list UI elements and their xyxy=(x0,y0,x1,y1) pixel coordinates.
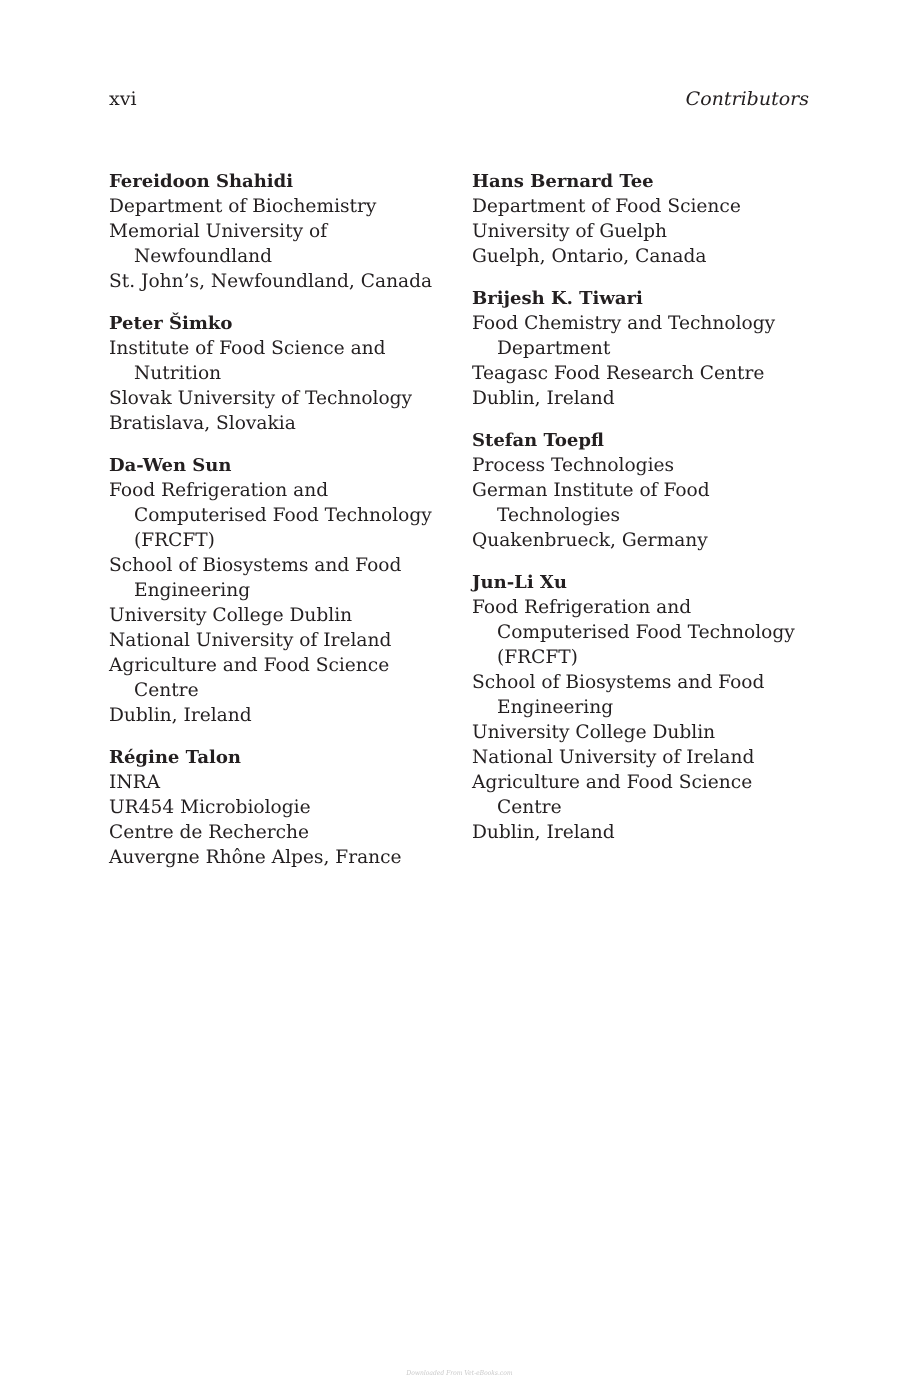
contributor-entry xyxy=(109,745,449,870)
affiliation-line: German Institute of Food xyxy=(472,480,710,501)
affiliation-line: Institute of Food Science and xyxy=(109,338,386,359)
affiliation-line: INRA xyxy=(109,772,161,793)
affiliation-line: Computerised Food Technology xyxy=(497,622,795,643)
affiliation-line: School of Biosystems and Food xyxy=(472,672,765,693)
affiliation-line: Dublin, Ireland xyxy=(472,822,615,843)
affiliation-line: University of Guelph xyxy=(472,221,668,242)
affiliation-line: Technologies xyxy=(497,505,621,526)
contributors-column-right xyxy=(472,169,812,862)
contributor-name: Brijesh K. Tiwari xyxy=(472,288,643,309)
affiliation-line: Computerised Food Technology xyxy=(134,505,432,526)
affiliation-line: Dublin, Ireland xyxy=(472,388,615,409)
affiliation-line: Centre xyxy=(497,797,562,818)
affiliation-line: National University of Ireland xyxy=(109,630,392,651)
affiliation-line: Food Chemistry and Technology xyxy=(472,313,776,334)
affiliation-line: Process Technologies xyxy=(472,455,675,476)
affiliation-line: Teagasc Food Research Centre xyxy=(472,363,765,384)
contributor-entry xyxy=(109,311,449,436)
contributor-entry xyxy=(472,428,812,553)
affiliation-line: University College Dublin xyxy=(472,722,716,743)
affiliation-line: Department of Biochemistry xyxy=(109,196,377,217)
contributor-name: Peter Šimko xyxy=(109,313,233,334)
contributor-entry xyxy=(109,169,449,294)
affiliation-line: Slovak University of Technology xyxy=(109,388,413,409)
affiliation-line: University College Dublin xyxy=(109,605,353,626)
affiliation-line: Guelph, Ontario, Canada xyxy=(472,246,707,267)
affiliation-line: Agriculture and Food Science xyxy=(472,772,753,793)
affiliation-line: (FRCFT) xyxy=(497,647,578,668)
affiliation-line: (FRCFT) xyxy=(134,530,215,551)
affiliation-line: School of Biosystems and Food xyxy=(109,555,402,576)
affiliation-line: Quakenbrueck, Germany xyxy=(472,530,708,551)
contributor-entry xyxy=(472,570,812,845)
page-number: xvi xyxy=(109,88,137,110)
affiliation-line: Auvergne Rhône Alpes, France xyxy=(109,847,402,868)
affiliation-line: Nutrition xyxy=(134,363,222,384)
contributor-entry xyxy=(472,286,812,411)
affiliation-line: Food Refrigeration and xyxy=(109,480,329,501)
page-header xyxy=(109,86,809,112)
download-watermark: Downloaded From Vet-eBooks.com xyxy=(406,1370,513,1377)
affiliation-line: Engineering xyxy=(134,580,251,601)
affiliation-line: Department of Food Science xyxy=(472,196,741,217)
contributor-name: Hans Bernard Tee xyxy=(472,171,654,192)
affiliation-line: Department xyxy=(497,338,611,359)
affiliation-line: Memorial University of xyxy=(109,221,328,242)
contributors-column-left xyxy=(109,169,449,887)
affiliation-line: National University of Ireland xyxy=(472,747,755,768)
affiliation-line: St. John’s, Newfoundland, Canada xyxy=(109,271,433,292)
running-head: Contributors xyxy=(685,88,809,110)
contributor-entry xyxy=(109,453,449,728)
affiliation-line: UR454 Microbiologie xyxy=(109,797,311,818)
contributor-name: Fereidoon Shahidi xyxy=(109,171,294,192)
affiliation-line: Dublin, Ireland xyxy=(109,705,252,726)
contributor-name: Jun-Li Xu xyxy=(472,572,567,593)
contributor-name: Da-Wen Sun xyxy=(109,455,232,476)
affiliation-line: Centre xyxy=(134,680,199,701)
affiliation-line: Engineering xyxy=(497,697,614,718)
affiliation-line: Newfoundland xyxy=(134,246,273,267)
affiliation-line: Agriculture and Food Science xyxy=(109,655,390,676)
affiliation-line: Bratislava, Slovakia xyxy=(109,413,296,434)
contributor-name: Stefan Toepfl xyxy=(472,430,604,451)
affiliation-line: Food Refrigeration and xyxy=(472,597,692,618)
contributor-name: Régine Talon xyxy=(109,747,241,768)
contributor-entry xyxy=(472,169,812,269)
affiliation-line: Centre de Recherche xyxy=(109,822,309,843)
